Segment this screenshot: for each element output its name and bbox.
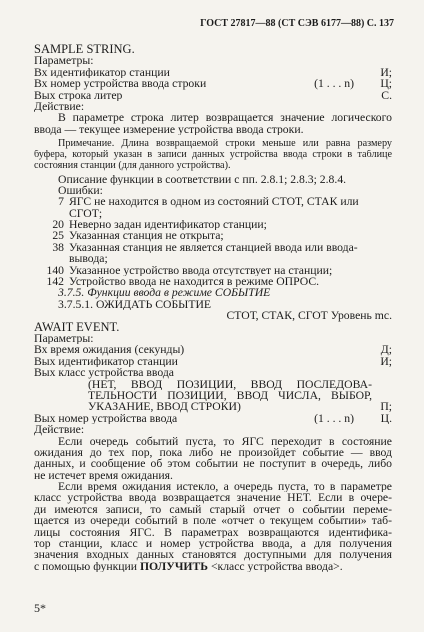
page-header: ГОСТ 27817—88 (СТ СЭВ 6177—88) С. 137	[200, 18, 394, 29]
param-type: П;	[380, 401, 392, 413]
paragraph-line: тор станции, класс и номер устройства ввода, а для получения	[34, 538, 392, 550]
param-text: Вх время ожидания (секунды)	[34, 344, 185, 356]
paragraph-line: класс устройства ввода возвращается значение НЕТ. Если в очере-	[34, 492, 392, 504]
param-range: (1 . . . n)	[314, 412, 354, 425]
paragraph-line: Если очередь событий пуста, то ЯГС переходит в состояние	[58, 435, 392, 447]
section-heading: 3.7.5. Функции ввода в режиме СОБЫТИЕ	[58, 287, 271, 299]
param-enum-line	[34, 390, 392, 401]
param-type: С.	[381, 89, 392, 101]
error-text: Указанная станция не является станцией ввода или ввода-	[69, 241, 358, 254]
error-item	[34, 230, 392, 241]
errors-label: Ошибки:	[58, 184, 103, 197]
param-type: И;	[380, 66, 392, 79]
error-code: 140	[46, 264, 64, 277]
param-type: Д;	[380, 344, 392, 356]
error-item-continuation	[34, 253, 392, 264]
params-label: Параметры:	[34, 55, 94, 67]
paragraph-text: <класс устройства ввода>.	[208, 560, 343, 573]
error-code: 7	[58, 196, 64, 208]
error-text: Указанное устройство ввода отсутствует на станции;	[69, 264, 333, 277]
error-item	[34, 265, 392, 276]
error-item	[34, 219, 392, 230]
error-item	[34, 276, 392, 287]
paragraph-line: ди имеются записи, то самый старый отчет о событии переме-	[34, 503, 392, 516]
error-item	[34, 242, 392, 253]
error-item-continuation	[34, 208, 392, 219]
error-text: Устройство ввода не находится в режиме ОПРОС.	[69, 276, 320, 288]
error-code: 142	[46, 276, 64, 288]
param-text: Вх номер устройства ввода строки	[34, 78, 207, 90]
param-type: Ц.	[380, 412, 392, 425]
error-text: Неверно задан идентификатор станции;	[69, 219, 267, 231]
function-name: ПОЛУЧИТЬ	[139, 560, 209, 573]
function-title: AWAIT EVENT.	[34, 321, 120, 333]
error-text: ЯГС не находится в одном из состояний СТОТ, СТАК или	[69, 196, 359, 208]
page-content	[34, 44, 392, 572]
param-enum-text: ТЕЛЬНОСТИ ПОЗИЦИИ, ВВОД ЧИСЛА, ВЫБОР,	[88, 389, 372, 402]
error-code: 25	[52, 230, 64, 242]
paragraph-line: значения входных данных становятся доступными для получения	[34, 549, 392, 561]
paragraph-text: с помощью функции	[34, 560, 140, 573]
param-line	[34, 344, 392, 355]
param-line	[34, 78, 392, 89]
param-type: И;	[380, 355, 392, 368]
error-text: Указанная станция не открыта;	[69, 230, 224, 242]
paragraph-line	[34, 561, 392, 572]
param-enum-text: (НЕТ, ВВОД ПОЗИЦИИ, ВВОД ПОСЛЕДОВА-	[88, 378, 372, 390]
param-text: Вых идентификатор станции	[34, 355, 178, 368]
note-text: состояния станции (для данного устройства).	[34, 160, 231, 171]
param-range: (1 . . . n)	[314, 78, 354, 90]
param-text: Вых строка литер	[34, 89, 123, 101]
paragraph-line: не истечет время ожидания.	[34, 469, 173, 482]
action-text: В параметре строка литер возвращается значение логического	[58, 112, 392, 124]
param-label: Вых класс устройства ввода	[34, 367, 174, 379]
error-item	[34, 196, 392, 207]
action-text: ввода — текущее измерение устройства ввода строки.	[34, 123, 304, 136]
param-line	[34, 413, 392, 424]
paragraph-line: лицы состояния ЯГС. В параметрах возвращаются идентифика-	[34, 526, 392, 539]
param-line	[34, 356, 392, 367]
paragraph-line: щается из очереди событий в поле «отчет о текущем событии» таб-	[34, 515, 392, 527]
level-line: СТОТ, СТАК, СГОТ Уровень mc.	[226, 310, 392, 322]
action-label: Действие:	[34, 100, 85, 113]
paragraph-line: данных, и сообщение об этом событии не поступит в очередь, либо	[34, 458, 392, 470]
param-line	[34, 67, 392, 78]
param-text: Вх идентификатор станции	[34, 66, 170, 79]
param-enum-text: УКАЗАНИЕ, ВВОД СТРОКИ)	[88, 401, 241, 413]
error-text: СГОТ;	[69, 207, 103, 220]
params-label: Параметры:	[34, 332, 94, 345]
error-code: 20	[52, 219, 64, 231]
page-number: 5*	[34, 601, 46, 615]
error-text: вывода;	[69, 253, 108, 265]
subsection-heading: 3.7.5.1. ОЖИДАТЬ СОБЫТИЕ	[58, 298, 212, 311]
error-code: 38	[52, 241, 64, 254]
param-text: Вых номер устройства ввода	[34, 412, 178, 425]
note-text: Примечание. Длина возвращаемой строки меньше или равна размеру	[58, 139, 392, 150]
param-type: Ц;	[380, 78, 392, 90]
paragraph-line: ожидания до тех пор, пока либо не произойдет событие — ввод	[34, 446, 392, 459]
param-enum-line	[34, 401, 392, 412]
function-title: SAMPLE STRING.	[34, 44, 135, 56]
param-enum-line	[34, 379, 392, 390]
param-line	[34, 90, 392, 101]
action-label: Действие:	[34, 424, 85, 436]
note-text: буфера, который указан в записи данных устройства ввода строки в таблице	[34, 149, 392, 160]
paragraph-line: Если время ожидания истекло, а очередь пуста, то в параметре	[58, 481, 392, 493]
description-text: Описание функции в соответствии с пп. 2.8.1; 2.8.3; 2.8.4.	[58, 173, 347, 185]
